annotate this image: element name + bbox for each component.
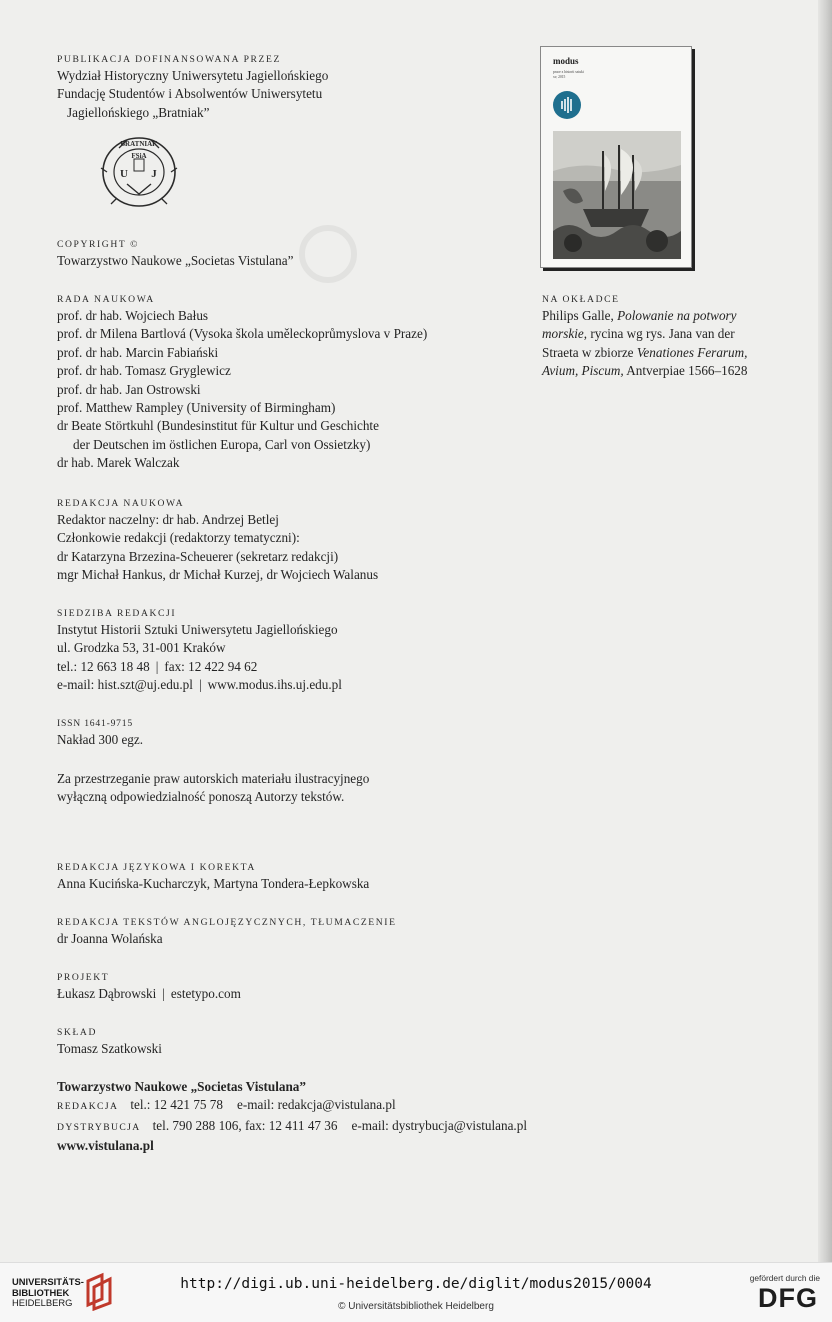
office-web[interactable]: www.modus.ihs.uj.edu.pl <box>207 677 342 693</box>
typeset-heading: SKŁAD <box>57 1027 97 1038</box>
editorial-line: mgr Michał Hankus, dr Michał Kurzej, dr Wojciech Walanus <box>57 567 379 583</box>
english-block <box>57 916 537 948</box>
office-tel: tel.: 12 663 18 48 <box>57 658 150 674</box>
separator: | <box>162 986 165 1001</box>
cover-subtitle: prace z historii sztuki <box>553 70 584 74</box>
project-name: Łukasz Dąbrowski <box>57 986 157 1001</box>
project-site[interactable]: estetypo.com <box>170 986 241 1001</box>
caption-italic: Avium, Piscum, <box>542 363 624 379</box>
redakcja-tel: tel.: 12 421 75 78 <box>130 1097 223 1113</box>
office-block <box>57 607 537 695</box>
board-line: prof. dr hab. Marcin Fabiański <box>57 344 219 360</box>
cover-subtitle-block <box>553 70 633 80</box>
publisher-name: Towarzystwo Naukowe „Societas Vistulana” <box>57 1079 306 1094</box>
seal-right-letter: J <box>151 168 157 180</box>
board-line: dr hab. Marek Walczak <box>57 455 180 471</box>
editorial-line: dr Katarzyna Brzezina-Scheuerer (sekretarz redakcji) <box>57 548 339 564</box>
office-line: ul. Grodzka 53, 31-001 Kraków <box>57 640 226 656</box>
dystr-email[interactable]: e-mail: dystrybucja@vistulana.pl <box>351 1117 527 1133</box>
cover-caption-heading: NA OKŁADCE <box>542 294 620 305</box>
cover-volume: xv, 2015 <box>553 75 566 79</box>
editorial-heading: REDAKCJA NAUKOWA <box>57 498 185 509</box>
funder-caption: gefördert durch die <box>749 1273 820 1283</box>
cover-caption-line <box>542 325 792 343</box>
publication-heading: PUBLIKACJA DOFINANSOWANA PRZEZ <box>57 54 281 65</box>
cover-card <box>540 46 692 268</box>
copyright-block <box>57 238 537 270</box>
project-line <box>57 985 537 1003</box>
board-block <box>57 293 537 473</box>
publication-line: Wydział Historyczny Uniwersytetu Jagiellońskiego <box>57 68 329 83</box>
redakcja-email[interactable]: e-mail: redakcja@vistulana.pl <box>237 1097 396 1113</box>
cover-logo-icon <box>553 91 581 119</box>
editorial-block <box>57 497 537 585</box>
ship-engraving-image <box>553 131 681 259</box>
library-name-line: HEIDELBERG <box>12 1297 73 1308</box>
board-line: prof. Matthew Rampley (University of Birmingham) <box>57 400 336 416</box>
project-heading: PROJEKT <box>57 972 110 983</box>
office-email[interactable]: e-mail: hist.szt@uj.edu.pl <box>57 677 193 693</box>
cover-caption-line <box>542 344 792 362</box>
publisher-web[interactable]: www.vistulana.pl <box>57 1138 154 1154</box>
english-heading: REDAKCJA TEKSTÓW ANGLOJĘZYCZNYCH, TŁUMACZENIE <box>57 917 397 928</box>
separator: | <box>198 677 202 693</box>
caption-text: Antverpiae 1566–1628 <box>623 363 748 379</box>
footer-copyright: © Universitätsbibliothek Heidelberg <box>338 1301 494 1312</box>
page-gutter <box>818 0 832 1262</box>
library-name-line: BIBLIOTHEK <box>12 1286 70 1298</box>
typeset-line: Tomasz Szatkowski <box>57 1041 162 1056</box>
office-line: Instytut Historii Sztuki Uniwersytetu Jagiellońskiego <box>57 622 338 637</box>
seal-stamp <box>97 132 181 210</box>
seal-left-letter: U <box>120 168 128 180</box>
cover-caption-block <box>542 293 792 381</box>
board-line: prof. dr hab. Jan Ostrowski <box>57 381 201 397</box>
dystr-label: DYSTRYBUCJA <box>57 1121 141 1133</box>
fundation-seal-icon <box>97 132 181 210</box>
board-line: prof. dr Milena Bartlová (Vysoka škola uměleckoprůmyslova v Praze) <box>57 326 428 342</box>
board-heading: RADA NAUKOWA <box>57 294 155 305</box>
editorial-line: Redaktor naczelny: dr hab. Andrzej Betlej <box>57 512 279 527</box>
publication-block <box>57 53 537 122</box>
sound-wave-icon <box>553 91 581 119</box>
typeset-block <box>57 1026 537 1058</box>
separator: | <box>155 658 159 674</box>
board-line: prof. dr hab. Tomasz Gryglewicz <box>57 363 231 379</box>
publisher-block <box>57 1078 557 1156</box>
library-name-line: UNIVERSITÄTS- <box>12 1276 84 1287</box>
board-line: der Deutschen im östlichen Europa, Carl von Ossietzky) <box>73 436 371 452</box>
caption-italic: morskie <box>542 326 584 342</box>
office-fax: fax: 12 422 94 62 <box>164 658 258 674</box>
naklad-line: Nakład 300 egz. <box>57 732 144 747</box>
language-line: Anna Kucińska-Kucharczyk, Martyna Tondera-Łepkowska <box>57 876 370 891</box>
copyright-line: Towarzystwo Naukowe „Societas Vistulana” <box>57 253 294 268</box>
rights-line: wyłączną odpowiedzialność ponoszą Autorzy tekstów. <box>57 789 345 805</box>
caption-italic: Venationes Ferarum, <box>636 344 748 360</box>
seal-mono: FSiA <box>131 152 147 160</box>
cover-caption-line <box>542 307 792 325</box>
project-block <box>57 971 537 1003</box>
cover-thumbnail <box>540 46 696 270</box>
redakcja-label: REDAKCJA <box>57 1101 119 1113</box>
office-heading: SIEDZIBA REDAKCJI <box>57 608 177 619</box>
caption-text: , rycina wg rys. Jana van der <box>583 326 735 342</box>
dystr-tel: tel. 790 288 106, fax: 12 411 47 36 <box>152 1117 338 1133</box>
publication-line: Fundację Studentów i Absolwentów Uniwersytetu <box>57 86 323 102</box>
board-line: prof. dr hab. Wojciech Bałus <box>57 308 209 323</box>
rights-block <box>57 770 537 807</box>
office-contact-line <box>57 676 537 694</box>
publisher-redakcja-line <box>57 1096 557 1116</box>
publisher-dystr-line <box>57 1117 557 1137</box>
publication-line: Jagiellońskiego „Bratniak” <box>67 104 210 120</box>
english-line: dr Joanna Wolańska <box>57 931 163 946</box>
cover-title: modus <box>553 56 579 66</box>
caption-text: Straeta w zbiorze <box>542 344 637 360</box>
caption-italic: Polowanie na potwory <box>617 308 737 323</box>
board-line: dr Beate Störtkuhl (Bundesinstitut für Kultur und Geschichte <box>57 418 379 434</box>
dfg-logo[interactable]: DFG <box>758 1283 818 1313</box>
viewer-footer <box>0 1262 832 1322</box>
issn-block <box>57 717 537 749</box>
copyright-heading: COPYRIGHT © <box>57 239 140 250</box>
permalink-url[interactable]: http://digi.ub.uni-heidelberg.de/diglit/modus2015/0004 <box>180 1276 652 1292</box>
issn-heading: ISSN 1641-9715 <box>57 718 133 729</box>
cover-caption-line <box>542 362 792 380</box>
language-heading: REDAKCJA JĘZYKOWA I KOREKTA <box>57 862 256 873</box>
editorial-line: Członkowie redakcji (redaktorzy tematyczni): <box>57 530 300 546</box>
rights-line: Za przestrzeganie praw autorskich materiału ilustracyjnego <box>57 771 370 786</box>
office-phone-line <box>57 658 537 676</box>
seal-top-text: BRATNIAK <box>120 140 158 148</box>
language-block <box>57 861 537 893</box>
caption-text: Philips Galle, <box>542 308 618 323</box>
